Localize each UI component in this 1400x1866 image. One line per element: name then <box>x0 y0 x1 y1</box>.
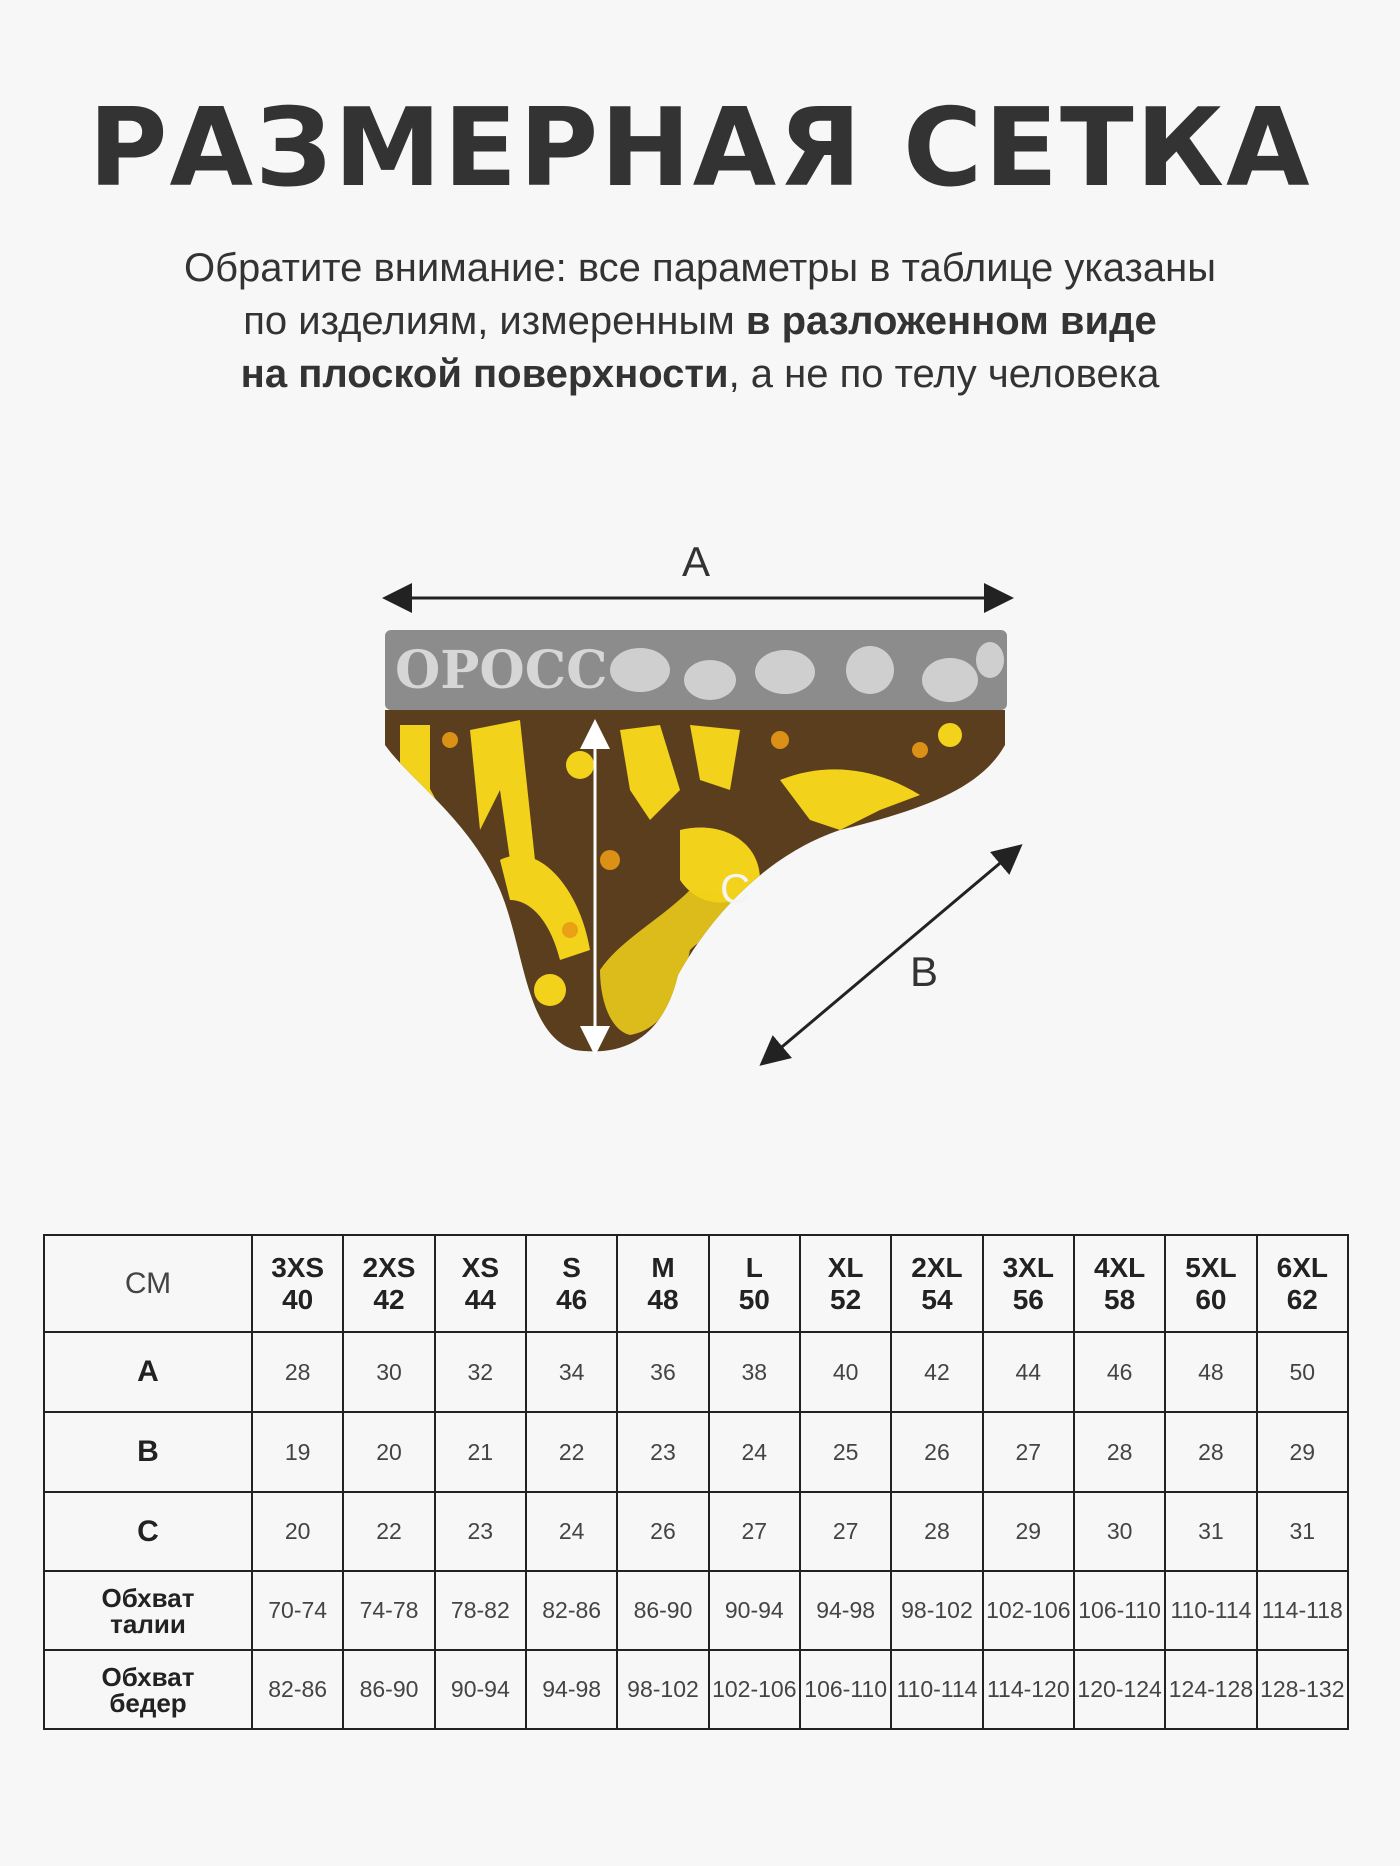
table-cell: 46 <box>1074 1332 1165 1412</box>
size-letter: 2XS <box>362 1251 416 1283</box>
briefs-illustration <box>360 530 1060 1090</box>
table-cell: 98-102 <box>617 1650 708 1729</box>
note-line-3 <box>0 348 1400 401</box>
size-letter: XL <box>827 1251 864 1283</box>
table-cell: 32 <box>435 1332 526 1412</box>
size-letter: XS <box>461 1251 499 1283</box>
table-cell: 70-74 <box>252 1571 343 1650</box>
dimension-b-label: B <box>910 948 939 995</box>
table-cell: 24 <box>526 1492 617 1571</box>
size-number: 62 <box>1286 1283 1318 1315</box>
table-cell: 29 <box>983 1492 1074 1571</box>
size-number: 56 <box>1012 1283 1044 1315</box>
size-number: 60 <box>1195 1283 1227 1315</box>
row-label: A <box>44 1332 252 1412</box>
size-letter: 3XL <box>1002 1251 1054 1283</box>
table-cell: 21 <box>435 1412 526 1492</box>
table-cell: 34 <box>526 1332 617 1412</box>
table-cell: 20 <box>252 1492 343 1571</box>
briefs-body <box>360 705 1060 1065</box>
size-header-4xl <box>1074 1235 1165 1332</box>
size-header-5xl <box>1165 1235 1256 1332</box>
table-cell: 48 <box>1165 1332 1256 1412</box>
row-label-line-2: бедер <box>109 1687 187 1718</box>
table-cell: 94-98 <box>800 1571 891 1650</box>
row-label <box>44 1571 252 1650</box>
table-row <box>44 1492 1348 1571</box>
size-letter: M <box>651 1251 675 1283</box>
table-cell: 102-106 <box>709 1650 800 1729</box>
table-cell: 30 <box>1074 1492 1165 1571</box>
size-header-3xl <box>983 1235 1074 1332</box>
size-letter: 5XL <box>1185 1251 1237 1283</box>
dimension-c-label: C <box>720 865 751 912</box>
table-cell: 86-90 <box>343 1650 434 1729</box>
size-number: 42 <box>373 1283 405 1315</box>
size-number: 58 <box>1104 1283 1136 1315</box>
table-cell: 114-120 <box>983 1650 1074 1729</box>
table-cell: 28 <box>1165 1412 1256 1492</box>
table-cell: 23 <box>617 1412 708 1492</box>
note-line-2-regular: по изделиям, измеренным <box>243 299 746 343</box>
table-cell: 31 <box>1257 1492 1348 1571</box>
size-number: 46 <box>556 1283 588 1315</box>
table-cell: 94-98 <box>526 1650 617 1729</box>
size-header-6xl <box>1257 1235 1348 1332</box>
table-cell: 25 <box>800 1412 891 1492</box>
measurement-note <box>0 242 1400 401</box>
size-header-xl <box>800 1235 891 1332</box>
size-letter: 3XS <box>271 1251 325 1283</box>
table-cell: 82-86 <box>252 1650 343 1729</box>
table-cell: 106-110 <box>800 1650 891 1729</box>
table-cell: 26 <box>617 1492 708 1571</box>
table-cell: 78-82 <box>435 1571 526 1650</box>
note-line-3-bold: на плоской поверхности <box>240 352 729 396</box>
table-cell: 30 <box>343 1332 434 1412</box>
table-cell: 40 <box>800 1332 891 1412</box>
table-row <box>44 1650 1348 1729</box>
table-cell: 120-124 <box>1074 1650 1165 1729</box>
size-number: 40 <box>282 1283 314 1315</box>
table-cell: 36 <box>617 1332 708 1412</box>
row-label: C <box>44 1492 252 1571</box>
size-letter: S <box>562 1251 581 1283</box>
table-cell: 128-132 <box>1257 1650 1348 1729</box>
page-title: РАЗМЕРНАЯ СЕТКА <box>88 86 1312 211</box>
table-cell: 23 <box>435 1492 526 1571</box>
table-cell: 114-118 <box>1257 1571 1348 1650</box>
table-cell: 44 <box>983 1332 1074 1412</box>
table-cell: 22 <box>343 1492 434 1571</box>
size-number: 50 <box>738 1283 770 1315</box>
table-cell: 27 <box>709 1492 800 1571</box>
table-cell: 29 <box>1257 1412 1348 1492</box>
product-measurement-figure <box>360 530 1060 1090</box>
dimension-a-label: A <box>682 538 711 585</box>
unit-cell: СМ <box>44 1235 252 1332</box>
row-label <box>44 1650 252 1729</box>
row-label-line-1: Обхват <box>101 1582 195 1613</box>
table-cell: 38 <box>709 1332 800 1412</box>
table-row <box>44 1571 1348 1650</box>
table-row <box>44 1412 1348 1492</box>
table-cell: 20 <box>343 1412 434 1492</box>
note-line-2 <box>0 295 1400 348</box>
dimension-b-arrow <box>764 848 1018 1062</box>
size-letter: L <box>745 1251 763 1283</box>
table-cell: 90-94 <box>435 1650 526 1729</box>
table-cell: 24 <box>709 1412 800 1492</box>
table-cell: 26 <box>891 1412 982 1492</box>
size-number: 48 <box>647 1283 679 1315</box>
size-letter: 4XL <box>1093 1251 1146 1283</box>
table-cell: 42 <box>891 1332 982 1412</box>
table-cell: 106-110 <box>1074 1571 1165 1650</box>
table-cell: 31 <box>1165 1492 1256 1571</box>
table-cell: 90-94 <box>709 1571 800 1650</box>
table-cell: 28 <box>1074 1412 1165 1492</box>
size-number: 54 <box>921 1283 953 1315</box>
table-cell: 110-114 <box>891 1650 982 1729</box>
table-cell: 50 <box>1257 1332 1348 1412</box>
note-line-3-regular: , а не по телу человека <box>728 352 1160 396</box>
table-cell: 27 <box>983 1412 1074 1492</box>
table-cell: 124-128 <box>1165 1650 1256 1729</box>
size-header-xs <box>435 1235 526 1332</box>
size-header-3xs <box>252 1235 343 1332</box>
table-cell: 22 <box>526 1412 617 1492</box>
note-line-1: Обратите внимание: все параметры в таблице указаны <box>184 246 1216 290</box>
row-label-line-2: талии <box>110 1608 186 1639</box>
size-table <box>43 1234 1349 1730</box>
size-header-row <box>44 1235 1348 1332</box>
table-cell: 82-86 <box>526 1571 617 1650</box>
table-cell: 74-78 <box>343 1571 434 1650</box>
table-cell: 27 <box>800 1492 891 1571</box>
size-number: 52 <box>830 1283 862 1315</box>
size-header-l <box>709 1235 800 1332</box>
row-label: B <box>44 1412 252 1492</box>
size-number: 44 <box>464 1283 496 1315</box>
size-header-m <box>617 1235 708 1332</box>
table-row <box>44 1332 1348 1412</box>
table-cell: 28 <box>252 1332 343 1412</box>
size-letter: 2XL <box>911 1251 963 1283</box>
size-table-body <box>44 1332 1348 1729</box>
brand-text: ОРОСС <box>395 640 608 701</box>
table-cell: 19 <box>252 1412 343 1492</box>
row-label-line-1: Обхват <box>101 1661 195 1692</box>
size-header-2xs <box>343 1235 434 1332</box>
table-cell: 98-102 <box>891 1571 982 1650</box>
table-cell: 110-114 <box>1165 1571 1256 1650</box>
table-cell: 102-106 <box>983 1571 1074 1650</box>
size-letter: 6XL <box>1276 1251 1328 1283</box>
note-line-2-bold: в разложенном виде <box>745 299 1157 343</box>
size-header-s <box>526 1235 617 1332</box>
table-cell: 86-90 <box>617 1571 708 1650</box>
table-cell: 28 <box>891 1492 982 1571</box>
size-header-2xl <box>891 1235 982 1332</box>
